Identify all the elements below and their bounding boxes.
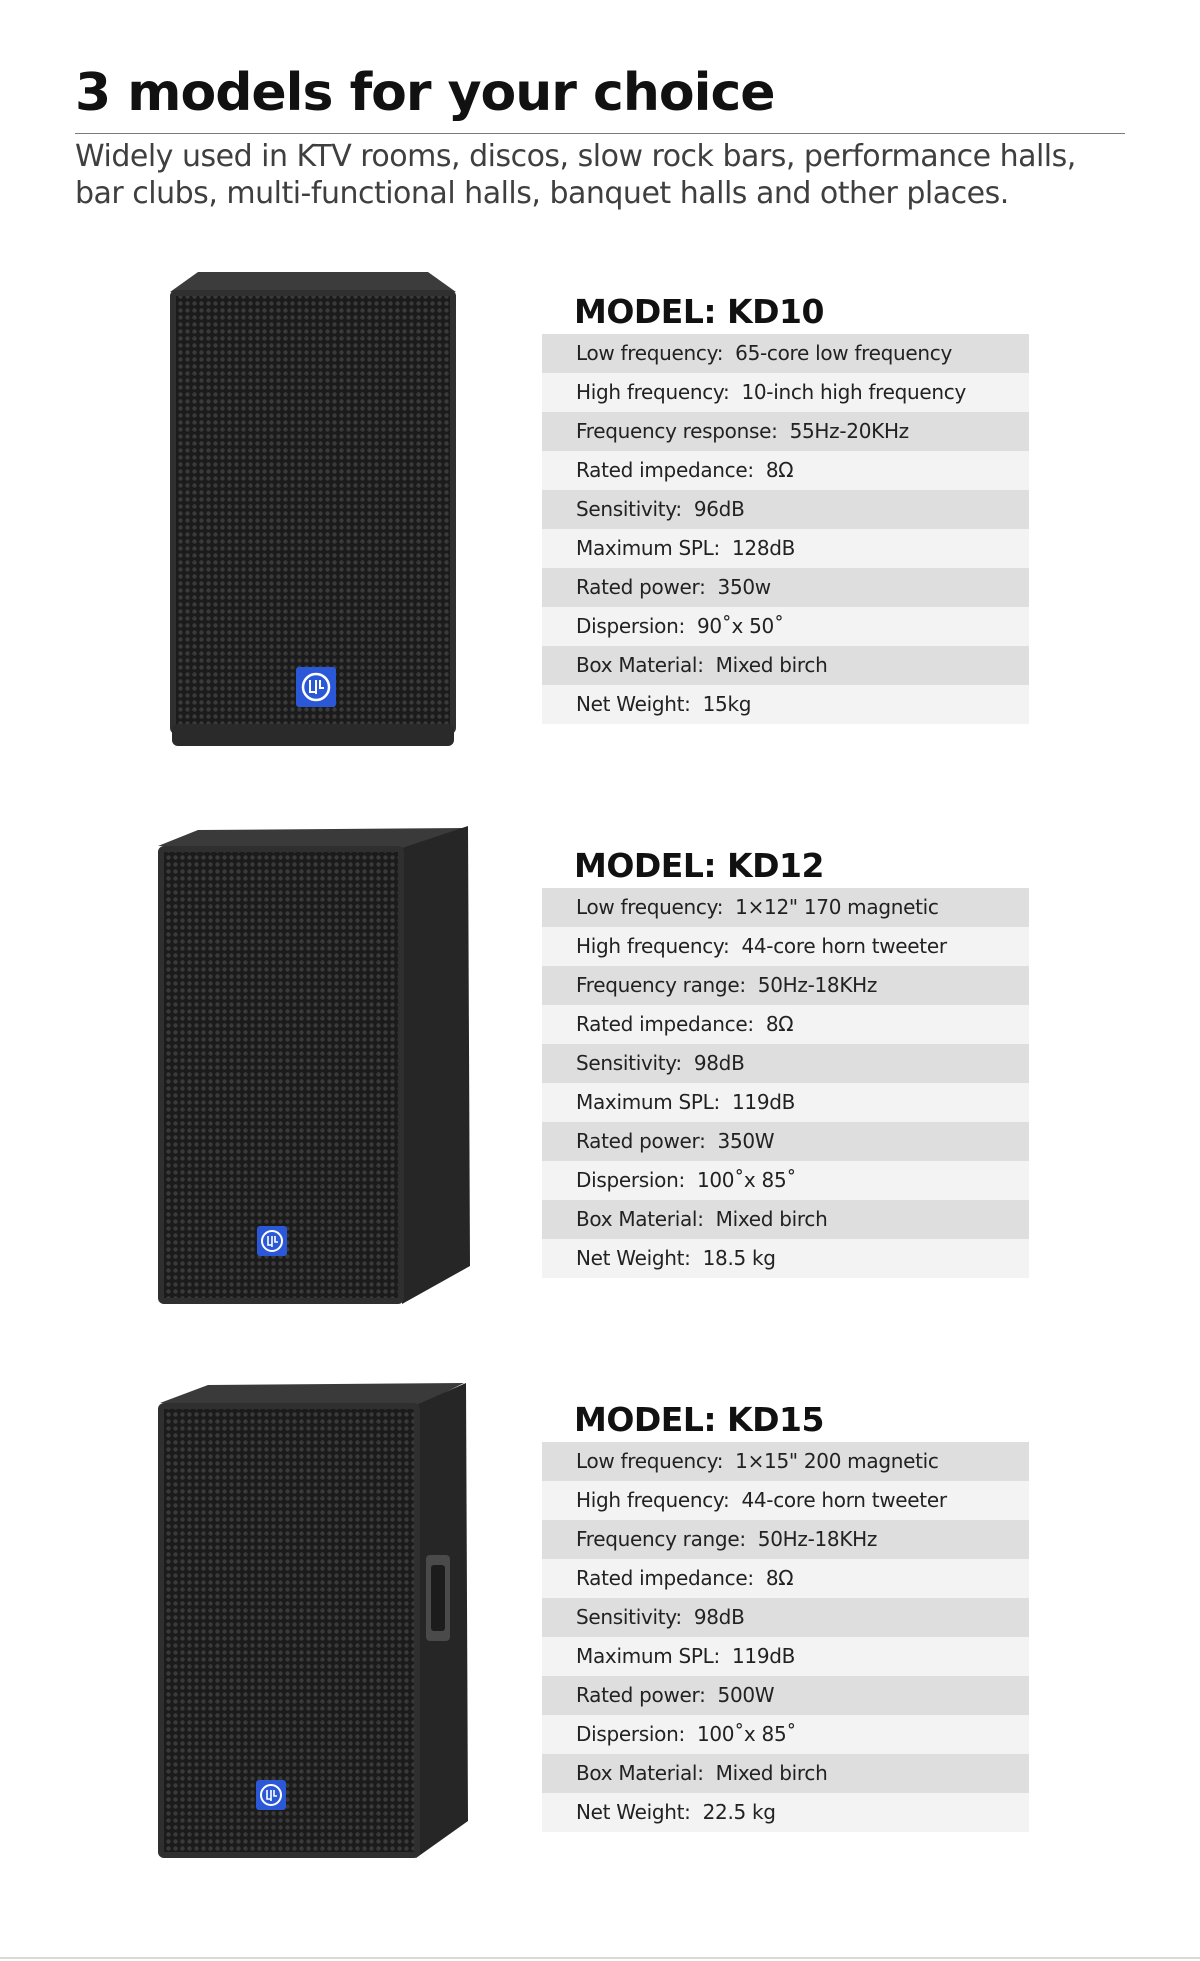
- model-kd12-section: [0, 826, 1200, 1306]
- spec-label: Frequency range :: [576, 1527, 758, 1551]
- spec-value: 96dB: [693, 497, 745, 521]
- spec-label: Net Weight :: [576, 1800, 703, 1824]
- spec-label: Frequency response :: [576, 419, 790, 443]
- spec-table-kd12: [542, 844, 1029, 1278]
- spec-value: 1×12" 170 magnetic: [735, 895, 939, 919]
- spec-label: Rated impedance :: [576, 1566, 766, 1590]
- spec-row-maximum-spl: [542, 1637, 1029, 1676]
- spec-label: Low frequency :: [576, 895, 735, 919]
- spec-value: 22.5 kg: [702, 1800, 776, 1824]
- spec-value: 8Ω: [765, 1012, 794, 1036]
- spec-table-kd10: [542, 290, 1029, 724]
- spec-label: Rated impedance :: [576, 1012, 766, 1036]
- spec-value: 500W: [717, 1683, 775, 1707]
- page-header: [75, 55, 1125, 212]
- logo-badge-icon: [257, 1226, 287, 1256]
- model-kd15-section: [0, 1380, 1200, 1860]
- spec-table-kd15: [542, 1398, 1029, 1832]
- page-title: 3 models for your choice: [75, 63, 775, 123]
- spec-value: 50Hz-18KHz: [757, 973, 878, 997]
- spec-label: Maximum SPL :: [576, 1644, 732, 1668]
- spec-row-frequency-range: [542, 1520, 1029, 1559]
- spec-value: 15kg: [702, 692, 752, 716]
- spec-value: 100˚x 85˚: [696, 1168, 797, 1192]
- spec-value: 8Ω: [765, 1566, 794, 1590]
- spec-label: Box Material :: [576, 1761, 716, 1785]
- spec-value: 65-core low frequency: [735, 341, 953, 365]
- spec-row-rated-impedance: [542, 1005, 1029, 1044]
- spec-label: Sensitivity :: [576, 497, 694, 521]
- spec-label: Rated impedance :: [576, 458, 766, 482]
- spec-label: Net Weight :: [576, 1246, 703, 1270]
- spec-label: Sensitivity :: [576, 1051, 694, 1075]
- spec-label: High frequency :: [576, 380, 741, 404]
- spec-value: 1×15" 200 magnetic: [735, 1449, 939, 1473]
- spec-value: 119dB: [731, 1644, 796, 1668]
- model-name: MODEL: KD10: [574, 292, 824, 331]
- subtitle-line-1: Widely used in KTV rooms, discos, slow rock bars, performance halls,: [75, 139, 1076, 174]
- spec-value: 350w: [717, 575, 771, 599]
- spec-label: High frequency :: [576, 934, 741, 958]
- spec-label: High frequency :: [576, 1488, 741, 1512]
- spec-value: 10-inch high frequency: [741, 380, 967, 404]
- spec-row-high-frequency: [542, 373, 1029, 412]
- spec-value: 18.5 kg: [702, 1246, 776, 1270]
- spec-row-dispersion: [542, 1715, 1029, 1754]
- spec-value: 98dB: [693, 1051, 745, 1075]
- spec-label: Sensitivity :: [576, 1605, 694, 1629]
- spec-value: 100˚x 85˚: [696, 1722, 797, 1746]
- spec-row-low-frequency: [542, 888, 1029, 927]
- speaker-kd12-image: [158, 826, 470, 1306]
- spec-row-sensitivity: [542, 490, 1029, 529]
- spec-row-low-frequency: [542, 334, 1029, 373]
- spec-row-net-weight: [542, 1239, 1029, 1278]
- spec-row-sensitivity: [542, 1044, 1029, 1083]
- model-kd10-section: [0, 272, 1200, 752]
- spec-value: 350W: [717, 1129, 775, 1153]
- spec-label: Dispersion :: [576, 614, 697, 638]
- spec-row-rated-power: [542, 1122, 1029, 1161]
- logo-badge-icon: [256, 1780, 286, 1810]
- spec-row-dispersion: [542, 607, 1029, 646]
- spec-row-rated-power: [542, 568, 1029, 607]
- spec-row-box-material: [542, 646, 1029, 685]
- spec-value: 8Ω: [765, 458, 794, 482]
- spec-value: 119dB: [731, 1090, 796, 1114]
- footer-divider: [0, 1957, 1200, 1959]
- spec-label: Rated power :: [576, 1683, 718, 1707]
- spec-value: 44-core horn tweeter: [741, 1488, 947, 1512]
- spec-row-dispersion: [542, 1161, 1029, 1200]
- spec-row-frequency-response: [542, 412, 1029, 451]
- spec-row-net-weight: [542, 685, 1029, 724]
- model-name: MODEL: KD15: [574, 1400, 824, 1439]
- spec-row-rated-impedance: [542, 451, 1029, 490]
- spec-row-maximum-spl: [542, 529, 1029, 568]
- spec-value: 90˚x 50˚: [696, 614, 784, 638]
- spec-row-box-material: [542, 1200, 1029, 1239]
- logo-badge-icon: [296, 667, 336, 707]
- spec-row-frequency-range: [542, 966, 1029, 1005]
- spec-label: Dispersion :: [576, 1722, 697, 1746]
- spec-row-net-weight: [542, 1793, 1029, 1832]
- spec-value: 44-core horn tweeter: [741, 934, 947, 958]
- spec-row-low-frequency: [542, 1442, 1029, 1481]
- spec-label: Maximum SPL :: [576, 1090, 732, 1114]
- model-name: MODEL: KD12: [574, 846, 824, 885]
- spec-value: Mixed birch: [715, 1761, 828, 1785]
- spec-label: Dispersion :: [576, 1168, 697, 1192]
- spec-row-rated-power: [542, 1676, 1029, 1715]
- spec-label: Rated power :: [576, 575, 718, 599]
- spec-row-maximum-spl: [542, 1083, 1029, 1122]
- spec-value: Mixed birch: [715, 1207, 828, 1231]
- spec-label: Box Material :: [576, 1207, 716, 1231]
- spec-value: 55Hz-20KHz: [789, 419, 909, 443]
- spec-value: 128dB: [731, 536, 796, 560]
- subtitle-line-2: bar clubs, multi-functional halls, banquet halls and other places.: [75, 176, 1009, 211]
- speaker-kd10-image: [170, 272, 456, 752]
- spec-label: Rated power :: [576, 1129, 718, 1153]
- spec-label: Net Weight :: [576, 692, 703, 716]
- spec-label: Low frequency :: [576, 1449, 735, 1473]
- spec-row-rated-impedance: [542, 1559, 1029, 1598]
- title-divider: [75, 133, 1125, 134]
- spec-row-box-material: [542, 1754, 1029, 1793]
- spec-row-high-frequency: [542, 1481, 1029, 1520]
- spec-row-high-frequency: [542, 927, 1029, 966]
- spec-label: Low frequency :: [576, 341, 735, 365]
- page-subtitle: [75, 138, 1125, 212]
- spec-value: Mixed birch: [715, 653, 828, 677]
- spec-label: Maximum SPL :: [576, 536, 732, 560]
- spec-row-sensitivity: [542, 1598, 1029, 1637]
- spec-label: Box Material :: [576, 653, 716, 677]
- speaker-kd15-image: [158, 1383, 468, 1858]
- spec-label: Frequency range :: [576, 973, 758, 997]
- spec-value: 50Hz-18KHz: [757, 1527, 878, 1551]
- spec-value: 98dB: [693, 1605, 745, 1629]
